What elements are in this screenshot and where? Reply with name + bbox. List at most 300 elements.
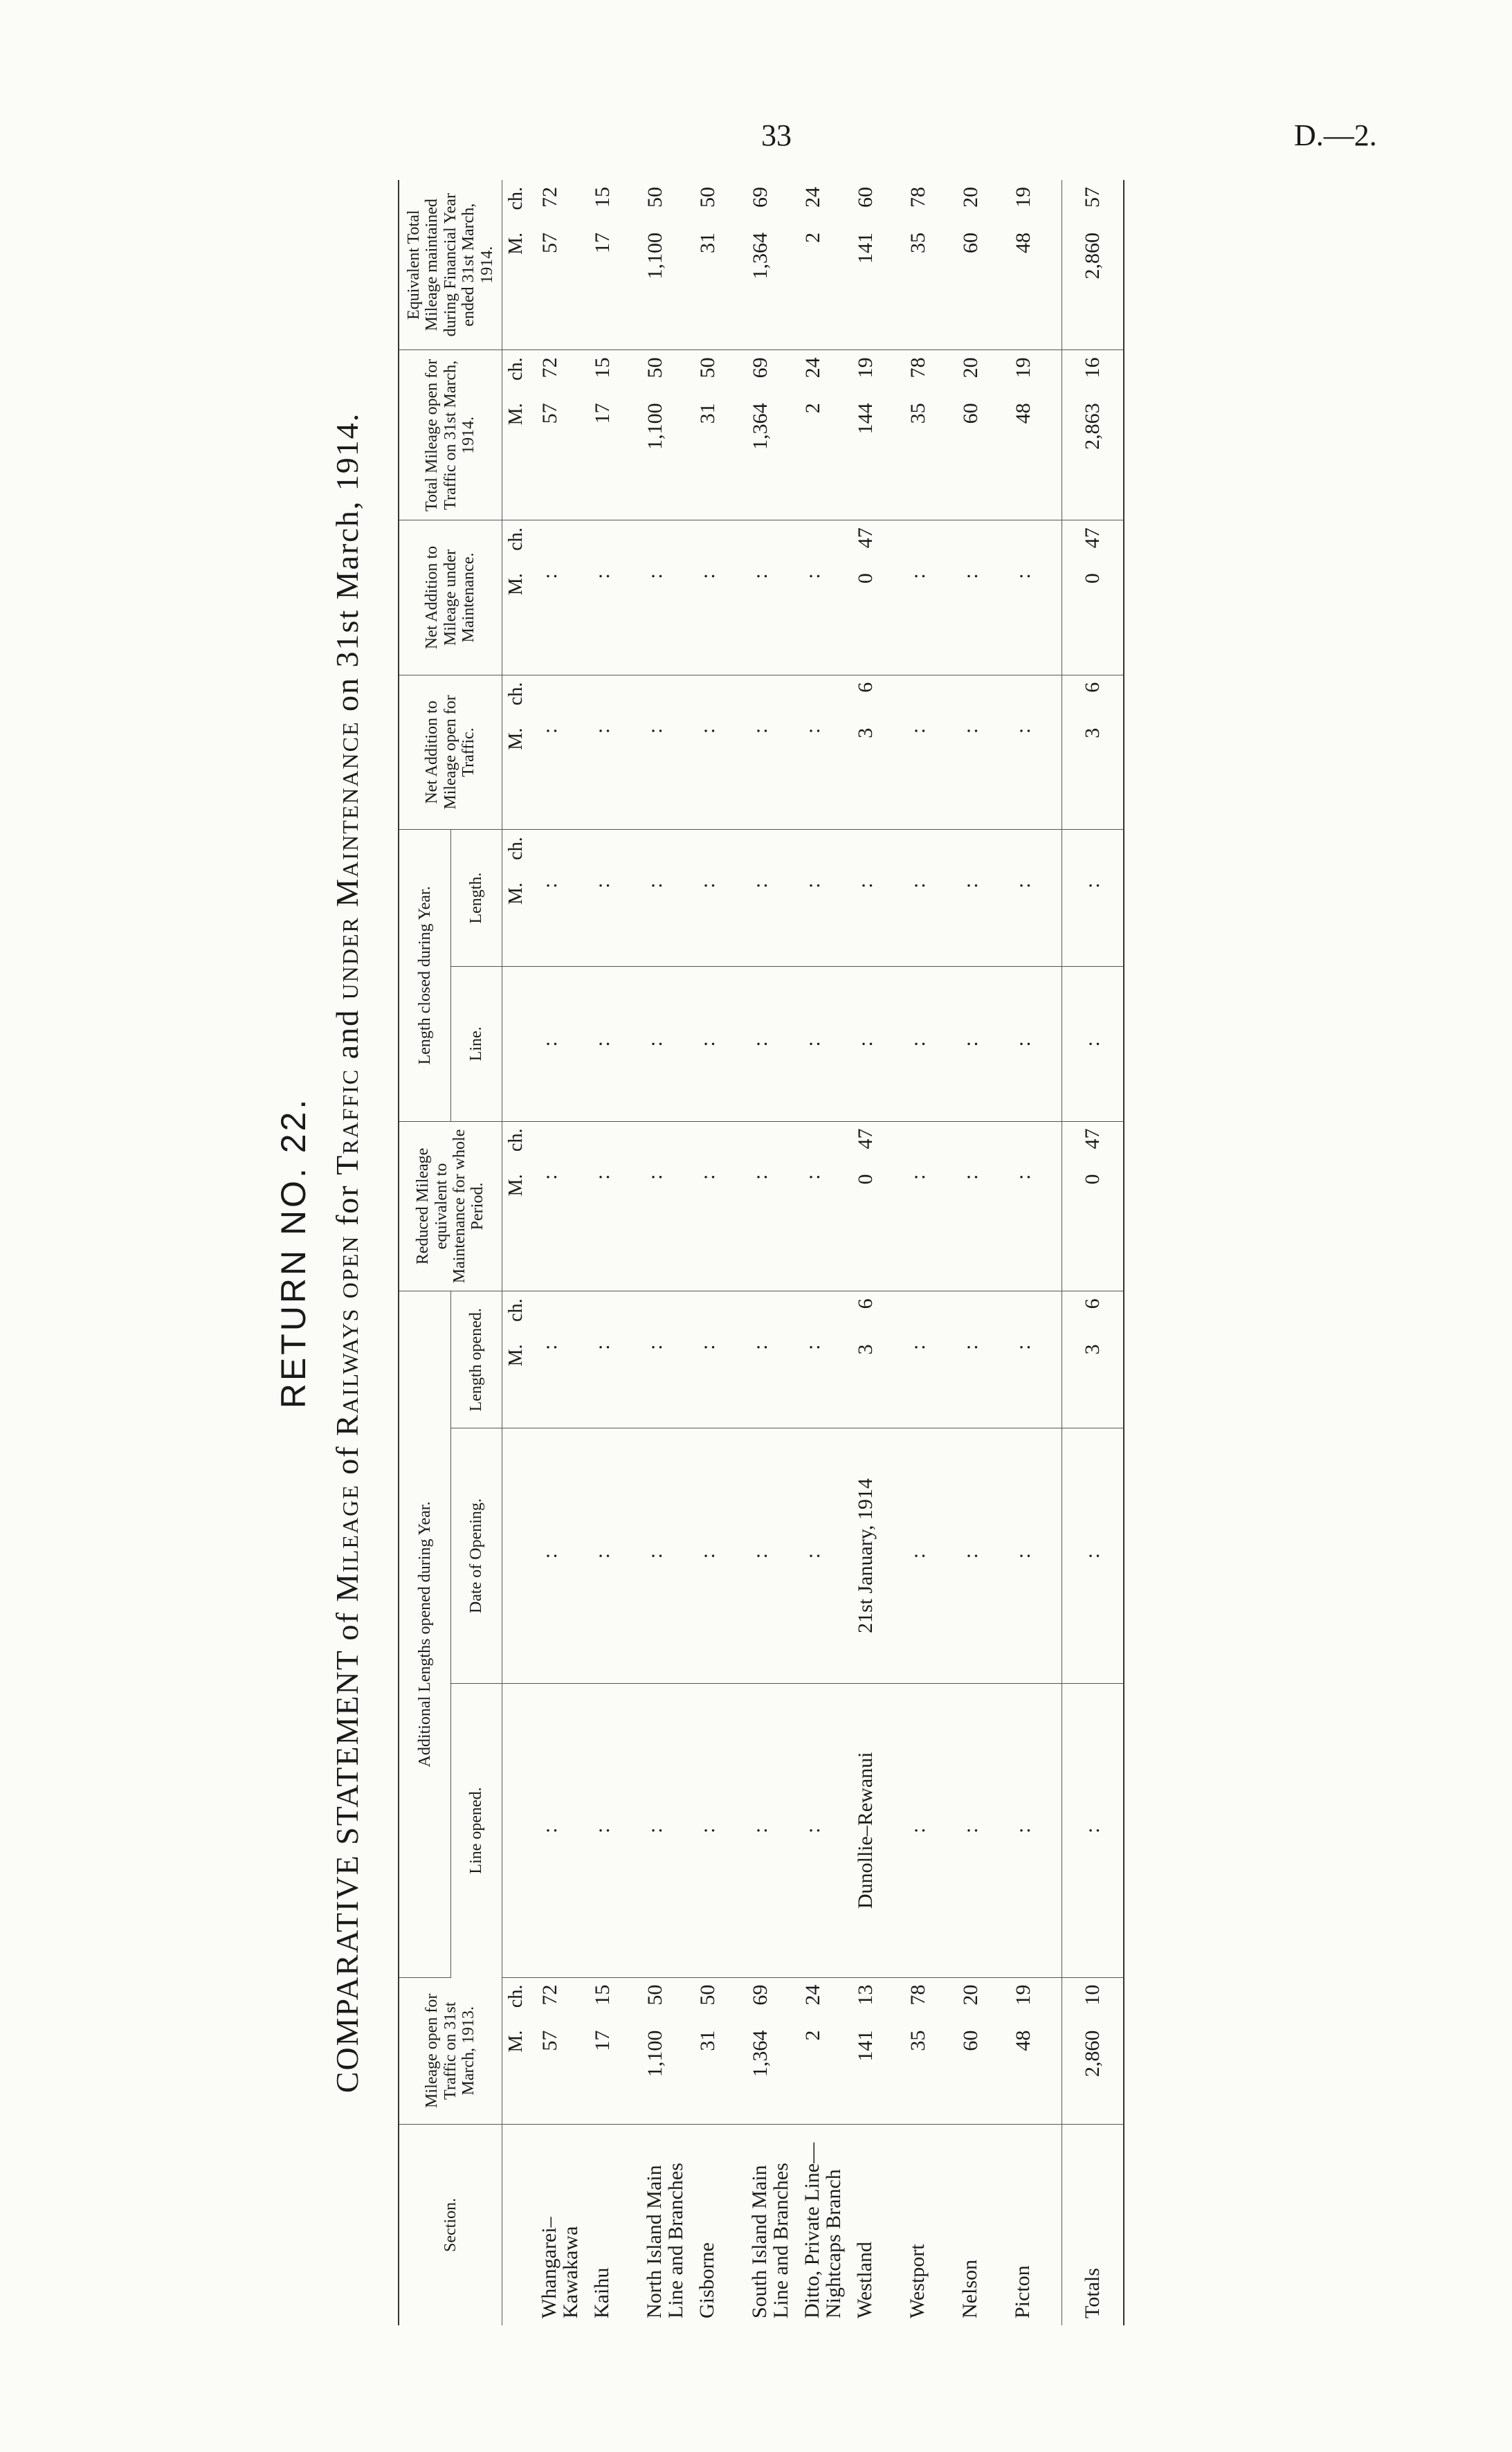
title-part-4: and [329, 999, 365, 1069]
miles-value: 1,364 [748, 403, 772, 450]
miles-value: 48 [1011, 233, 1035, 253]
miles-value: : [801, 1174, 824, 1180]
title-part-5: on 31st March, 1914. [329, 412, 365, 721]
unit-miles: M. [504, 2030, 527, 2053]
miles-value: 2 [801, 2030, 824, 2041]
miles-value: : [695, 882, 719, 889]
chains-value [959, 837, 983, 864]
cell-line [641, 1683, 693, 1977]
title-part-2: of [329, 1435, 365, 1484]
cell-total [693, 350, 746, 520]
miles-value: : [748, 882, 772, 889]
miles-value: : [748, 727, 772, 734]
miles-value: 17 [590, 2030, 614, 2051]
cell-len [588, 1291, 641, 1428]
cell-clen [746, 830, 799, 967]
chains-value [644, 527, 667, 555]
cell-reduced [799, 1121, 851, 1291]
cell-line [588, 1683, 641, 1977]
miles-value: : [590, 727, 614, 734]
chains-value [907, 527, 930, 555]
miles-value: 57 [538, 2030, 561, 2051]
cell-clen [851, 830, 904, 967]
unit-miles: M. [504, 573, 527, 596]
miles-value: 1,364 [748, 2030, 772, 2078]
cell-net-t [746, 675, 799, 830]
miles-value: 3 [1080, 727, 1104, 738]
line-value: : [643, 1827, 666, 1833]
title-part-1: COMPARATIVE STATEMENT of [329, 1601, 365, 2094]
miles-value: 31 [695, 2030, 719, 2051]
chains-value [749, 1298, 772, 1326]
miles-value: : [958, 573, 982, 579]
miles-value: : [538, 1174, 561, 1180]
cell-m1913 [851, 1977, 904, 2124]
chains-value: 6 [1080, 682, 1104, 693]
unit-chains: ch. [504, 1128, 527, 1152]
cell-total [588, 350, 641, 520]
unit-chains: ch. [504, 682, 527, 706]
cell-section [588, 2124, 641, 2325]
miles-value: : [801, 573, 824, 579]
cell-net-t [536, 675, 588, 830]
chains-value [696, 837, 720, 864]
cell-equiv [693, 180, 746, 350]
cell-cline [693, 967, 746, 1122]
table-row [746, 180, 799, 2325]
cell-net-t [904, 675, 956, 830]
cline-value: : [801, 1041, 824, 1047]
miles-value: 35 [906, 403, 929, 424]
cell-section [851, 2124, 904, 2325]
chains-value [854, 837, 877, 864]
cell-m1913 [536, 1977, 588, 2124]
miles-value: 60 [958, 233, 982, 253]
miles-value: : [906, 727, 929, 734]
cell-m1913 [693, 1977, 746, 2124]
miles-value: : [748, 573, 772, 579]
header-reduced-mileage: Reduced Mileage equivalent to Maintenance for whole Period. [399, 1121, 502, 1291]
cell-cline [799, 967, 851, 1122]
date-value: : [958, 1552, 982, 1559]
cell-m1913 [1062, 1977, 1124, 2124]
miles-value: 1,100 [643, 2030, 666, 2078]
cell-cline [1062, 967, 1124, 1122]
chains-value: 50 [695, 357, 719, 379]
unit-miles: M. [504, 1174, 527, 1197]
cell-clen [641, 830, 693, 967]
section-name: Gisborne [695, 2242, 718, 2318]
chains-value [591, 527, 614, 555]
cell-net-m [956, 520, 1009, 675]
cell-date [1009, 1428, 1062, 1684]
chains-value: 50 [643, 357, 666, 379]
chains-value [696, 527, 720, 555]
chains-value: 15 [590, 187, 614, 208]
cell-reduced [1009, 1121, 1062, 1291]
miles-value: 3 [853, 727, 877, 738]
cell-line [1062, 1683, 1124, 1977]
cell-cline [851, 967, 904, 1122]
miles-value: : [538, 882, 561, 889]
header-net-addition-maintenance: Net Addition to Mileage under Maintenance. [399, 520, 502, 675]
miles-value: 1,100 [643, 403, 666, 450]
chains-value [591, 837, 614, 864]
chains-value: 50 [643, 1984, 666, 2006]
chains-value [907, 837, 930, 864]
miles-value: : [748, 1344, 772, 1350]
header-additional-lengths: Additional Lengths opened during Year. [399, 1291, 450, 1977]
chains-value [1081, 837, 1104, 864]
cell-line [851, 1683, 904, 1977]
chains-value: 6 [1080, 1298, 1104, 1309]
cell-len [799, 1291, 851, 1428]
chains-value: 78 [906, 187, 929, 208]
line-value: : [748, 1827, 772, 1833]
chains-value: 19 [1011, 187, 1035, 208]
miles-value: : [590, 573, 614, 579]
cell-len [746, 1291, 799, 1428]
header-length-closed: Length closed during Year. [399, 830, 450, 1121]
chains-value [1012, 527, 1035, 555]
header-line-opened: Line opened. [450, 1683, 502, 1977]
chains-value [696, 682, 720, 710]
chains-value: 24 [801, 1984, 824, 2006]
cell-reduced [536, 1121, 588, 1291]
chains-value: 50 [695, 1984, 719, 2006]
chains-value [591, 1129, 614, 1156]
cline-value: : [538, 1041, 561, 1047]
cline-value: : [748, 1041, 772, 1047]
chains-value: 47 [853, 1128, 877, 1150]
chains-value [749, 1129, 772, 1156]
cell-cline [956, 967, 1009, 1122]
cell-cline [1009, 967, 1062, 1122]
cell-net-m [693, 520, 746, 675]
cell-section [641, 2124, 693, 2325]
miles-value: : [906, 882, 929, 889]
miles-value: : [958, 727, 982, 734]
section-name: Nelson [958, 2260, 981, 2318]
cline-value: : [590, 1041, 614, 1047]
section-name: Kaihu [590, 2267, 613, 2318]
cell-reduced [851, 1121, 904, 1291]
chains-value: 16 [1080, 357, 1104, 379]
miles-value: : [801, 882, 824, 889]
chains-value: 78 [906, 1984, 929, 2006]
cell-equiv [904, 180, 956, 350]
header-length-opened: Length opened. [450, 1291, 502, 1428]
cell-reduced [746, 1121, 799, 1291]
date-value: : [1011, 1552, 1035, 1559]
line-value: : [538, 1827, 561, 1833]
section-name: South Island Main Line and Branches [747, 2163, 793, 2318]
unit-chains: ch. [504, 527, 527, 551]
chains-value [749, 682, 772, 710]
return-title: RETURN NO. 22. [274, 1096, 313, 1409]
chains-value [538, 1129, 562, 1156]
chains-value [801, 837, 825, 864]
cline-value: : [1011, 1041, 1035, 1047]
cell-len [904, 1291, 956, 1428]
cell-cline [588, 967, 641, 1122]
chains-value [959, 1129, 983, 1156]
miles-value: : [538, 727, 561, 734]
cline-value: : [643, 1041, 666, 1047]
cell-net-t [1062, 675, 1124, 830]
cell-line [956, 1683, 1009, 1977]
cell-net-m [746, 520, 799, 675]
cell-net-m [641, 520, 693, 675]
cell-net-t [641, 675, 693, 830]
chains-value: 60 [853, 187, 877, 208]
cell-cline [904, 967, 956, 1122]
miles-value: 60 [958, 2030, 982, 2051]
cell-section [746, 2124, 799, 2325]
unit-chains: ch. [504, 1298, 527, 1322]
document-reference: D.—2. [1294, 118, 1377, 152]
cell-section [536, 2124, 588, 2325]
line-value: Dunollie–Rewanui [853, 1752, 877, 1909]
miles-value: 17 [590, 233, 614, 253]
cell-clen [1062, 830, 1124, 967]
cell-total [851, 350, 904, 520]
cell-m1913 [956, 1977, 1009, 2124]
chains-value [959, 682, 983, 710]
chains-value: 19 [1011, 1984, 1035, 2006]
cell-clen [904, 830, 956, 967]
cell-equiv [1009, 180, 1062, 350]
chains-value: 50 [695, 187, 719, 208]
line-value: : [906, 1827, 929, 1833]
cell-date [641, 1428, 693, 1684]
cell-net-t [588, 675, 641, 830]
miles-value: 60 [958, 403, 982, 424]
cell-clen [1009, 830, 1062, 967]
chains-value: 72 [538, 1984, 561, 2006]
chains-value [959, 527, 983, 555]
cell-cline [536, 967, 588, 1122]
mileage-table [398, 180, 1124, 2325]
cell-equiv [641, 180, 693, 350]
miles-value: 141 [853, 2030, 877, 2062]
cell-total [746, 350, 799, 520]
cell-total [536, 350, 588, 520]
cell-len [1009, 1291, 1062, 1428]
cell-len [693, 1291, 746, 1428]
cell-equiv [799, 180, 851, 350]
cell-section [693, 2124, 746, 2325]
miles-value: 144 [853, 403, 877, 435]
title-mileage: Mileage [329, 1484, 365, 1602]
unit-chains: ch. [504, 1984, 527, 2008]
miles-value: : [958, 1344, 982, 1350]
section-name: Westland [853, 2242, 876, 2318]
chains-value [644, 1129, 667, 1156]
header-closed-length: Length. [450, 830, 502, 967]
chains-value: 24 [801, 187, 824, 208]
miles-value: 1,364 [748, 233, 772, 280]
cell-net-t [956, 675, 1009, 830]
chains-value [801, 527, 825, 555]
chains-value [644, 1298, 667, 1326]
chains-value [1012, 1129, 1035, 1156]
cell-section [904, 2124, 956, 2325]
rotated-content [273, 180, 1214, 2325]
page-number: 33 [761, 118, 792, 152]
chains-value: 6 [853, 682, 877, 693]
chains-value: 69 [748, 1984, 772, 2006]
cell-net-t [693, 675, 746, 830]
cell-net-m [904, 520, 956, 675]
miles-value: : [906, 1174, 929, 1180]
chains-value [907, 1298, 930, 1326]
cell-equiv [588, 180, 641, 350]
date-value: : [1080, 1552, 1104, 1559]
cell-reduced [904, 1121, 956, 1291]
chains-value: 50 [643, 187, 666, 208]
cell-clen [536, 830, 588, 967]
chains-value: 78 [906, 357, 929, 379]
header-date-of-opening: Date of Opening. [450, 1428, 502, 1684]
chains-value [1012, 837, 1035, 864]
miles-value: : [643, 573, 666, 579]
cell-date [956, 1428, 1009, 1684]
cell-m1913 [746, 1977, 799, 2124]
cell-reduced [956, 1121, 1009, 1291]
chains-value [1012, 1298, 1035, 1326]
table-row [1009, 180, 1062, 2325]
miles-value: 2,863 [1080, 403, 1104, 450]
chains-value: 20 [958, 187, 982, 208]
unit-miles: M. [504, 1344, 527, 1367]
line-value: : [590, 1827, 614, 1833]
header-closed-line: Line. [450, 967, 502, 1122]
cell-total [641, 350, 693, 520]
cell-clen [956, 830, 1009, 967]
miles-value: 0 [1080, 1174, 1104, 1185]
chains-value: 10 [1080, 1984, 1104, 2006]
cline-value: : [695, 1041, 719, 1047]
cell-net-m [536, 520, 588, 675]
unit-chains: ch. [504, 357, 527, 381]
cell-cline [641, 967, 693, 1122]
cell-total [799, 350, 851, 520]
line-value: : [958, 1827, 982, 1833]
miles-value: 141 [853, 233, 877, 264]
chains-value: 20 [958, 357, 982, 379]
chains-value [1012, 682, 1035, 710]
miles-value: 17 [590, 403, 614, 424]
miles-value: : [906, 573, 929, 579]
miles-value: : [906, 1344, 929, 1350]
cell-m1913 [641, 1977, 693, 2124]
cell-net-t [799, 675, 851, 830]
miles-value: : [1011, 1344, 1035, 1350]
chains-value: 24 [801, 357, 824, 379]
cell-date [799, 1428, 851, 1684]
date-value: : [748, 1552, 772, 1559]
title-railways-open: Railways open [329, 1235, 365, 1436]
section-name: North Island Main Line and Branches [642, 2163, 688, 2318]
chains-value [591, 1298, 614, 1326]
chains-value [959, 1298, 983, 1326]
chains-value [801, 1129, 825, 1156]
cell-clen [588, 830, 641, 967]
miles-value: 31 [695, 403, 719, 424]
cell-net-m [588, 520, 641, 675]
miles-value: : [590, 882, 614, 889]
cell-line [536, 1683, 588, 1977]
cell-len [956, 1291, 1009, 1428]
cell-total [1062, 350, 1124, 520]
miles-value: 31 [695, 233, 719, 253]
miles-value: : [538, 1344, 561, 1350]
chains-value [538, 527, 562, 555]
cell-net-m [799, 520, 851, 675]
chains-value: 19 [853, 357, 877, 379]
cell-len [536, 1291, 588, 1428]
miles-value: 48 [1011, 403, 1035, 424]
cell-net-m [851, 520, 904, 675]
cell-cline [746, 967, 799, 1122]
unit-miles: M. [504, 882, 527, 905]
chains-value [801, 682, 825, 710]
cell-reduced [588, 1121, 641, 1291]
line-value: : [1080, 1827, 1104, 1833]
miles-value: 0 [1080, 573, 1104, 584]
miles-value: : [643, 727, 666, 734]
chains-value: 15 [590, 1984, 614, 2006]
chains-value: 13 [853, 1984, 877, 2006]
table-row [799, 180, 851, 2325]
miles-value: 3 [1080, 1344, 1104, 1355]
cell-section [1062, 2124, 1124, 2325]
miles-value: : [695, 573, 719, 579]
line-value: : [1011, 1827, 1035, 1833]
date-value: 21st January, 1914 [853, 1478, 877, 1634]
cell-date [588, 1428, 641, 1684]
cell-line [746, 1683, 799, 1977]
cline-value: : [1080, 1041, 1104, 1047]
cell-len [851, 1291, 904, 1428]
cell-m1913 [1009, 1977, 1062, 2124]
cell-clen [693, 830, 746, 967]
miles-value: : [1080, 882, 1104, 889]
chains-value: 69 [748, 357, 772, 379]
miles-value: : [801, 1344, 824, 1350]
miles-value: 57 [538, 233, 561, 253]
date-value: : [590, 1552, 614, 1559]
miles-value: : [801, 727, 824, 734]
chains-value: 15 [590, 357, 614, 379]
miles-value: : [643, 882, 666, 889]
chains-value: 69 [748, 187, 772, 208]
cell-section [799, 2124, 851, 2325]
cell-net-t [851, 675, 904, 830]
chains-value: 47 [1080, 527, 1104, 549]
chains-value: 19 [1011, 357, 1035, 379]
table-row [588, 180, 641, 2325]
cell-net-m [1062, 520, 1124, 675]
title-part-3: for [329, 1174, 365, 1235]
miles-value: : [1011, 882, 1035, 889]
cell-equiv [851, 180, 904, 350]
date-value: : [538, 1552, 561, 1559]
cell-reduced [641, 1121, 693, 1291]
statement-title [329, 180, 365, 2325]
table-row [693, 180, 746, 2325]
